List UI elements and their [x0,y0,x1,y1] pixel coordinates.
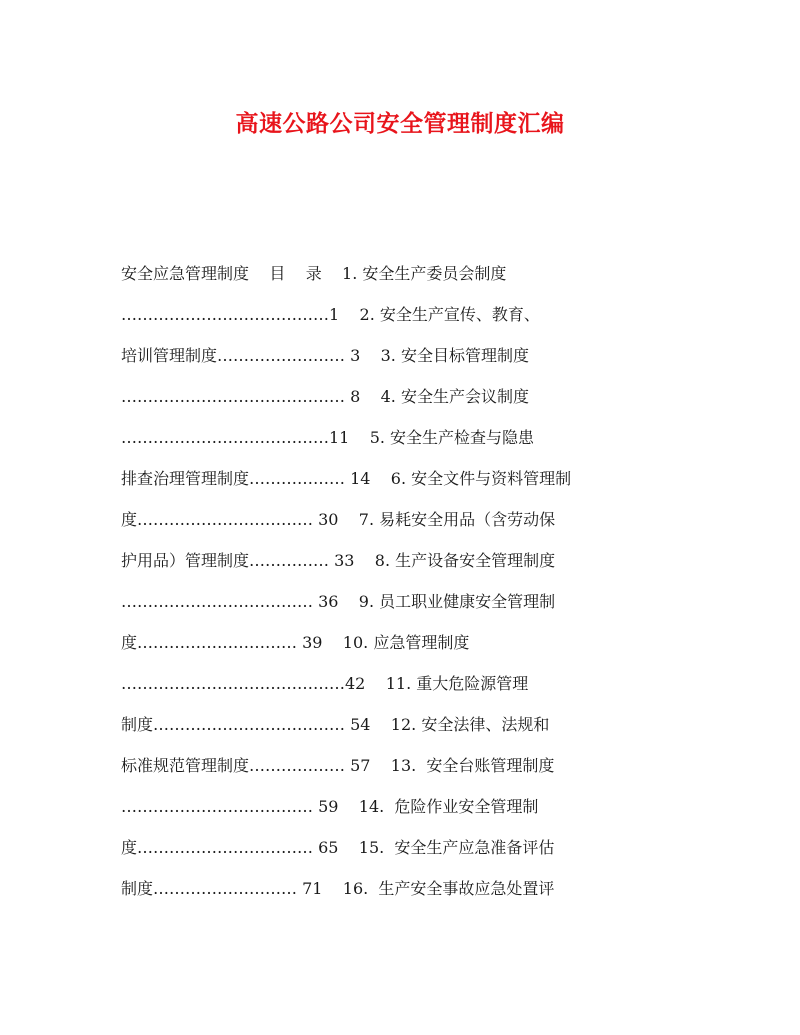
toc-line: 制度……………………… 71 16. 生产安全事故应急处置评 [121,879,555,898]
toc-line: 度…………………………… 65 15. 安全生产应急准备评估 [121,838,555,857]
toc-line: ……………………………… 36 9. 员工职业健康安全管理制 [121,592,556,611]
toc-line: …………………………………11 5. 安全生产检查与隐患 [121,428,535,447]
toc-line: 培训管理制度…………………… 3 3. 安全目标管理制度 [121,346,529,365]
toc-line: 度…………………………… 30 7. 易耗安全用品（含劳动保 [121,510,556,529]
toc-line: 度………………………… 39 10. 应急管理制度 [121,633,470,652]
toc-line: ……………………………… 59 14. 危险作业安全管理制 [121,797,539,816]
toc-line: 制度……………………………… 54 12. 安全法律、法规和 [121,715,550,734]
toc-line: 安全应急管理制度 目 录 1. 安全生产委员会制度 [121,264,507,283]
toc-line: …………………………………… 8 4. 安全生产会议制度 [121,387,529,406]
document-title: 高速公路公司安全管理制度汇编 [235,110,565,137]
toc-line: …………………………………1 2. 安全生产宣传、教育、 [121,305,540,324]
toc-line: ……………………………………42 11. 重大危险源管理 [121,674,529,693]
toc-line: 护用品）管理制度…………… 33 8. 生产设备安全管理制度 [121,551,556,570]
toc-line: 排查治理管理制度……………… 14 6. 安全文件与资料管理制 [121,469,572,488]
toc-line: 标准规范管理制度……………… 57 13. 安全台账管理制度 [121,756,555,775]
